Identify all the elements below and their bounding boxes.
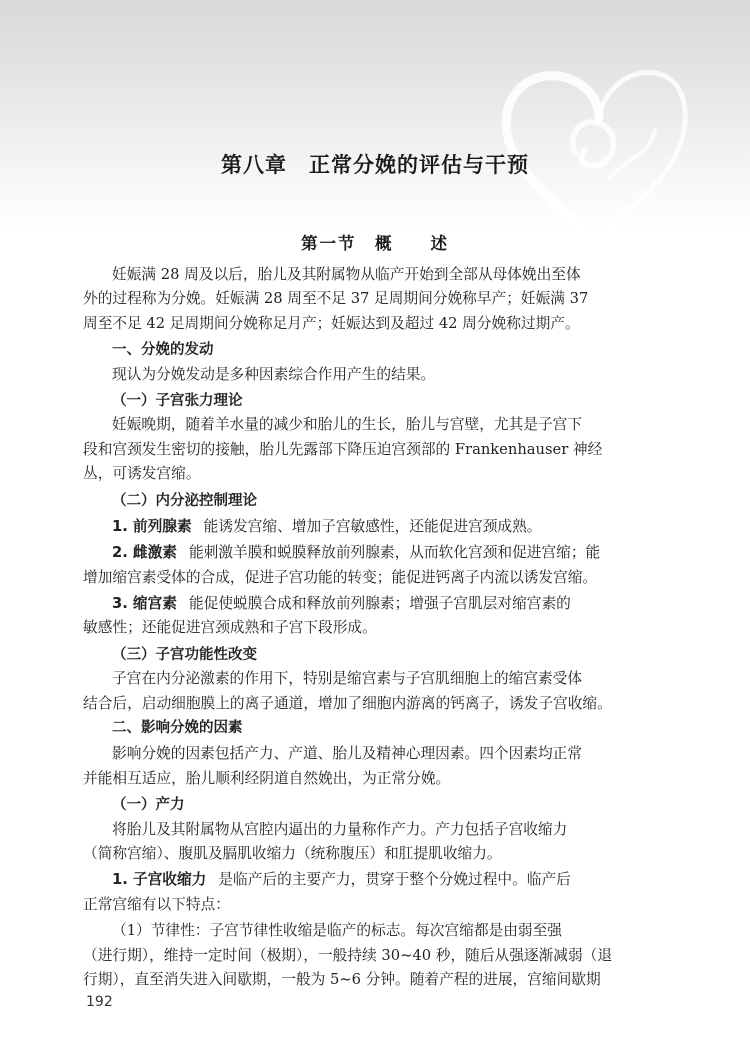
- chapter-title: 第八章 正常分娩的评估与干预: [221, 153, 529, 177]
- term-text: 是临产后的主要产力，贯穿于整个分娩过程中。临产后: [218, 871, 571, 889]
- term-text: 能诱发宫缩、增加子宫敏感性，还能促进宫颈成熟。: [203, 517, 542, 535]
- paragraph-line: 子宫在内分泌激素的作用下，特别是缩宫素与子宫肌细胞上的缩宫素受体: [112, 670, 583, 688]
- paragraph-line: 敏感性；还能促进宫颈成熟和子宫下段形成。: [83, 619, 377, 637]
- heading-level-3: （一）子宫张力理论: [112, 392, 243, 409]
- paragraph-line: 影响分娩的因素包括产力、产道、胎儿及精神心理因素。四个因素均正常: [112, 745, 583, 763]
- paragraph-line: 段和宫颈发生密切的接触，胎儿先露部下降压迫宫颈部的 Frankenhauser 神经: [83, 440, 603, 458]
- paragraph-line: 行期），直至消失进入间歇期，一般为 5~6 分钟。随着产程的进展，宫缩间歇期: [83, 970, 601, 988]
- heading-level-3: （一）产力: [112, 797, 185, 814]
- paragraph-line: 并能相互适应，胎儿顺利经阴道自然娩出，为正常分娩。: [83, 769, 451, 787]
- paragraph-line: 外的过程称为分娩。妊娠满 28 周至不足 37 足周期间分娩称早产；妊娠满 37: [83, 290, 589, 308]
- paragraph-line: 正常宫缩有以下特点：: [83, 895, 230, 913]
- term-line: [83, 592, 643, 616]
- term-label: 1. 子宫收缩力: [112, 871, 207, 889]
- paragraph-line: 现认为分娩发动是多种因素综合作用产生的结果。: [112, 365, 436, 383]
- paragraph-line: （进行期），维持一定时间（极期），一般持续 30~40 秒，随后从强逐渐减弱（退: [83, 946, 613, 964]
- heading-level-2: 一、分娩的发动: [112, 342, 214, 359]
- term-label: 3. 缩宫素: [112, 595, 177, 613]
- term-line: [83, 541, 643, 565]
- paragraph-line: 妊娠满 28 周及以后，胎儿及其附属物从临产开始到全部从母体娩出至体: [112, 266, 581, 283]
- section-title: 第一节 概 述: [301, 234, 449, 253]
- term-text: 能促使蜕膜合成和释放前列腺素；增强子宫肌层对缩宫素的: [188, 595, 571, 613]
- paragraph-line: （1）节律性：子宫节律性收缩是临产的标志。每次宫缩都是由弱至强: [112, 922, 562, 940]
- paragraph-line: 结合后，启动细胞膜上的离子通道，增加了细胞内游离的钙离子，诱发子宫收缩。: [83, 694, 612, 712]
- term-line: [83, 515, 643, 539]
- term-label: 2. 雌激素: [112, 544, 177, 562]
- page-number: 192: [86, 994, 113, 1010]
- heading-level-2: 二、影响分娩的因素: [112, 720, 243, 737]
- term-text: 能刺激羊膜和蜕膜释放前列腺素，从而软化宫颈和促进宫缩；能: [188, 544, 601, 562]
- paragraph-line: 周至不足 42 足周期间分娩称足月产；妊娠达到及超过 42 周分娩称过期产。: [83, 314, 580, 332]
- paragraph-line: 丛，可诱发宫缩。: [83, 465, 201, 483]
- paragraph-line: 将胎儿及其附属物从宫腔内逼出的力量称作产力。产力包括子宫收缩力: [112, 820, 568, 838]
- paragraph-line: 妊娠晚期，随着羊水量的减少和胎儿的生长，胎儿与宫壁，尤其是子宫下: [112, 416, 583, 434]
- heading-level-3: （二）内分泌控制理论: [112, 492, 257, 509]
- term-line: [83, 868, 643, 892]
- paragraph-line: 增加缩宫素受体的合成，促进子宫功能的转变；能促进钙离子内流以诱发宫缩。: [83, 568, 598, 586]
- body-text: [83, 263, 643, 992]
- heading-level-3: （三）子宫功能性改变: [112, 646, 257, 663]
- term-label: 1. 前列腺素: [112, 517, 192, 535]
- paragraph-line: （简称宫缩）、腹肌及膈肌收缩力（统称腹压）和肛提肌收缩力。: [83, 844, 502, 862]
